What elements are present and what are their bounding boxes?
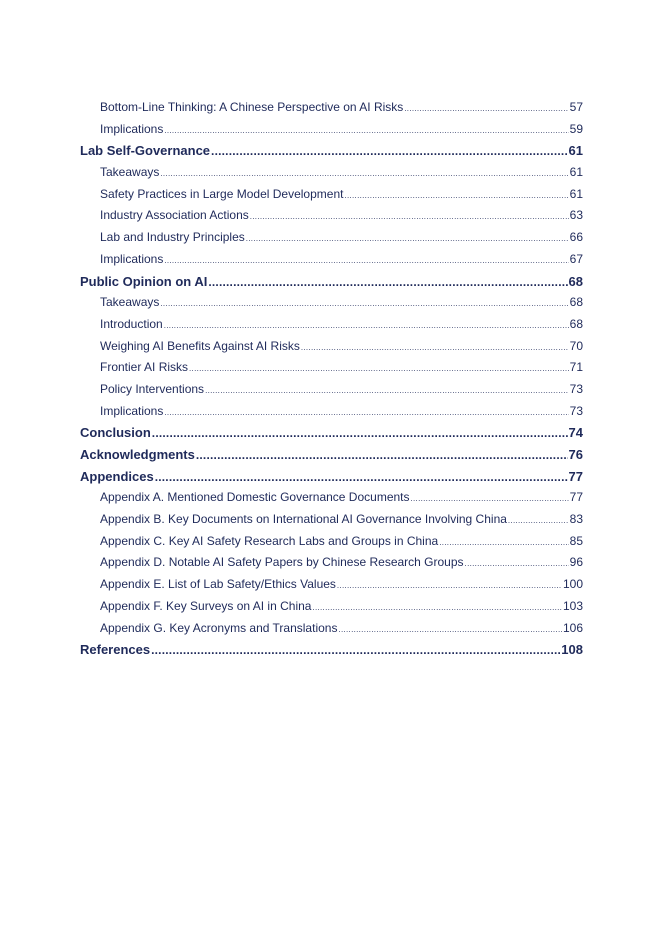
toc-entry-title: Introduction [100,316,163,331]
toc-section-heading[interactable] [80,639,583,661]
toc-entry[interactable] [80,357,583,379]
dot-leader [189,358,569,380]
dot-leader [208,272,567,294]
toc-entry-title: Appendix G. Key Acronyms and Translations [100,620,338,635]
toc-entry[interactable] [80,184,583,206]
toc-entry[interactable] [80,379,583,401]
toc-section-heading[interactable] [80,444,583,466]
toc-entry-title: Frontier AI Risks [100,360,189,375]
toc-entry-page: 106 [562,620,583,635]
dot-leader [196,445,568,467]
toc-entry-title: Appendix E. List of Lab Safety/Ethics Values [100,577,336,592]
dot-leader [301,337,569,359]
toc-entry-page: 57 [569,100,583,114]
toc-entry[interactable] [80,509,583,531]
toc-entry-title: Takeaways [100,295,160,310]
toc-entry-page: 61 [569,186,583,201]
toc-entry-page: 74 [568,425,583,441]
dot-leader [337,575,562,597]
toc-entry-title: Appendix C. Key AI Safety Research Labs and Groups in China [100,533,439,548]
dot-leader [160,293,568,315]
dot-leader [338,619,562,641]
dot-leader [211,141,567,163]
toc-entry-page: 59 [569,121,583,136]
dot-leader [411,488,569,510]
toc-entry-page: 63 [569,208,583,223]
dot-leader [344,185,568,207]
toc-entry-page: 70 [569,338,583,353]
toc-entry-title: Lab and Industry Principles [100,230,245,245]
dot-leader [439,532,568,554]
toc-section-heading[interactable] [80,422,583,444]
toc-entry-title: Bottom-Line Thinking: A Chinese Perspective on AI Risks [100,100,404,114]
dot-leader [508,510,569,532]
toc-entry-page: 100 [562,577,583,592]
toc-entry[interactable] [80,119,583,141]
toc-entry-page: 77 [569,490,583,505]
toc-entry[interactable] [80,336,583,358]
toc-section-heading[interactable] [80,271,583,293]
toc-entry[interactable] [80,596,583,618]
toc-entry-title: Policy Interventions [100,381,205,396]
toc-section-heading[interactable] [80,466,583,488]
toc-entry[interactable] [80,574,583,596]
toc-entry-title: Industry Association Actions [100,208,249,223]
toc-entry-page: 77 [568,468,583,484]
toc-entry-page: 61 [568,143,583,159]
toc-entry-page: 68 [569,316,583,331]
toc-entry-page: 103 [562,598,583,613]
toc-entry-page: 67 [569,251,583,266]
toc-entry-page: 61 [569,165,583,180]
toc-entry-title: Weighing AI Benefits Against AI Risks [100,338,300,353]
toc-entry-page: 73 [569,381,583,396]
toc-entry[interactable] [80,531,583,553]
toc-entry[interactable] [80,205,583,227]
toc-entry[interactable] [80,97,583,119]
toc-entry-page: 68 [568,273,583,289]
dot-leader [205,380,569,402]
toc-entry-page: 76 [568,447,583,462]
toc-entry-title: Safety Practices in Large Model Development [100,186,344,201]
dot-leader [164,315,569,337]
toc-entry-title: Acknowledgments [80,447,195,462]
dot-leader [250,206,569,228]
toc-entry[interactable] [80,487,583,509]
toc-entry[interactable] [80,227,583,249]
toc-entry-title: Appendix F. Key Surveys on AI in China [100,598,312,613]
toc-entry-page: 85 [569,533,583,548]
toc-entry-title: Implications [100,403,164,418]
toc-entry-page: 96 [569,555,583,570]
dot-leader [152,423,568,445]
dot-leader [164,250,568,272]
dot-leader [465,553,569,575]
toc-entry[interactable] [80,401,583,423]
toc-entry-title: Conclusion [80,425,151,441]
dot-leader [160,163,568,185]
toc-entry[interactable] [80,314,583,336]
toc-entry-title: Appendix B. Key Documents on International AI Governance Involving China [100,512,507,527]
toc-entry-title: Appendix A. Mentioned Domestic Governance Documents [100,490,410,505]
toc-entry[interactable] [80,292,583,314]
toc-entry[interactable] [80,249,583,271]
toc-entry[interactable] [80,162,583,184]
table-of-contents [80,97,583,661]
toc-entry[interactable] [80,552,583,574]
toc-entry-page: 83 [569,512,583,527]
dot-leader [164,402,568,424]
toc-entry-title: References [80,642,151,658]
toc-entry-page: 71 [569,360,583,375]
toc-entry-title: Appendices [80,468,154,484]
dot-leader [155,467,568,489]
toc-entry[interactable] [80,618,583,640]
dot-leader [246,228,569,250]
toc-entry-title: Public Opinion on AI [80,273,208,289]
dot-leader [404,98,568,120]
toc-entry-title: Appendix D. Notable AI Safety Papers by Chinese Research Groups [100,555,464,570]
toc-entry-page: 68 [569,295,583,310]
toc-entry-page: 66 [569,230,583,245]
dot-leader [312,597,562,619]
toc-entry-page: 108 [561,642,583,658]
toc-section-heading[interactable] [80,140,583,162]
toc-entry-title: Lab Self-Governance [80,143,211,159]
toc-entry-page: 73 [569,403,583,418]
dot-leader [164,120,568,142]
toc-entry-title: Implications [100,121,164,136]
toc-entry-title: Implications [100,251,164,266]
toc-entry-title: Takeaways [100,165,160,180]
dot-leader [151,640,560,662]
